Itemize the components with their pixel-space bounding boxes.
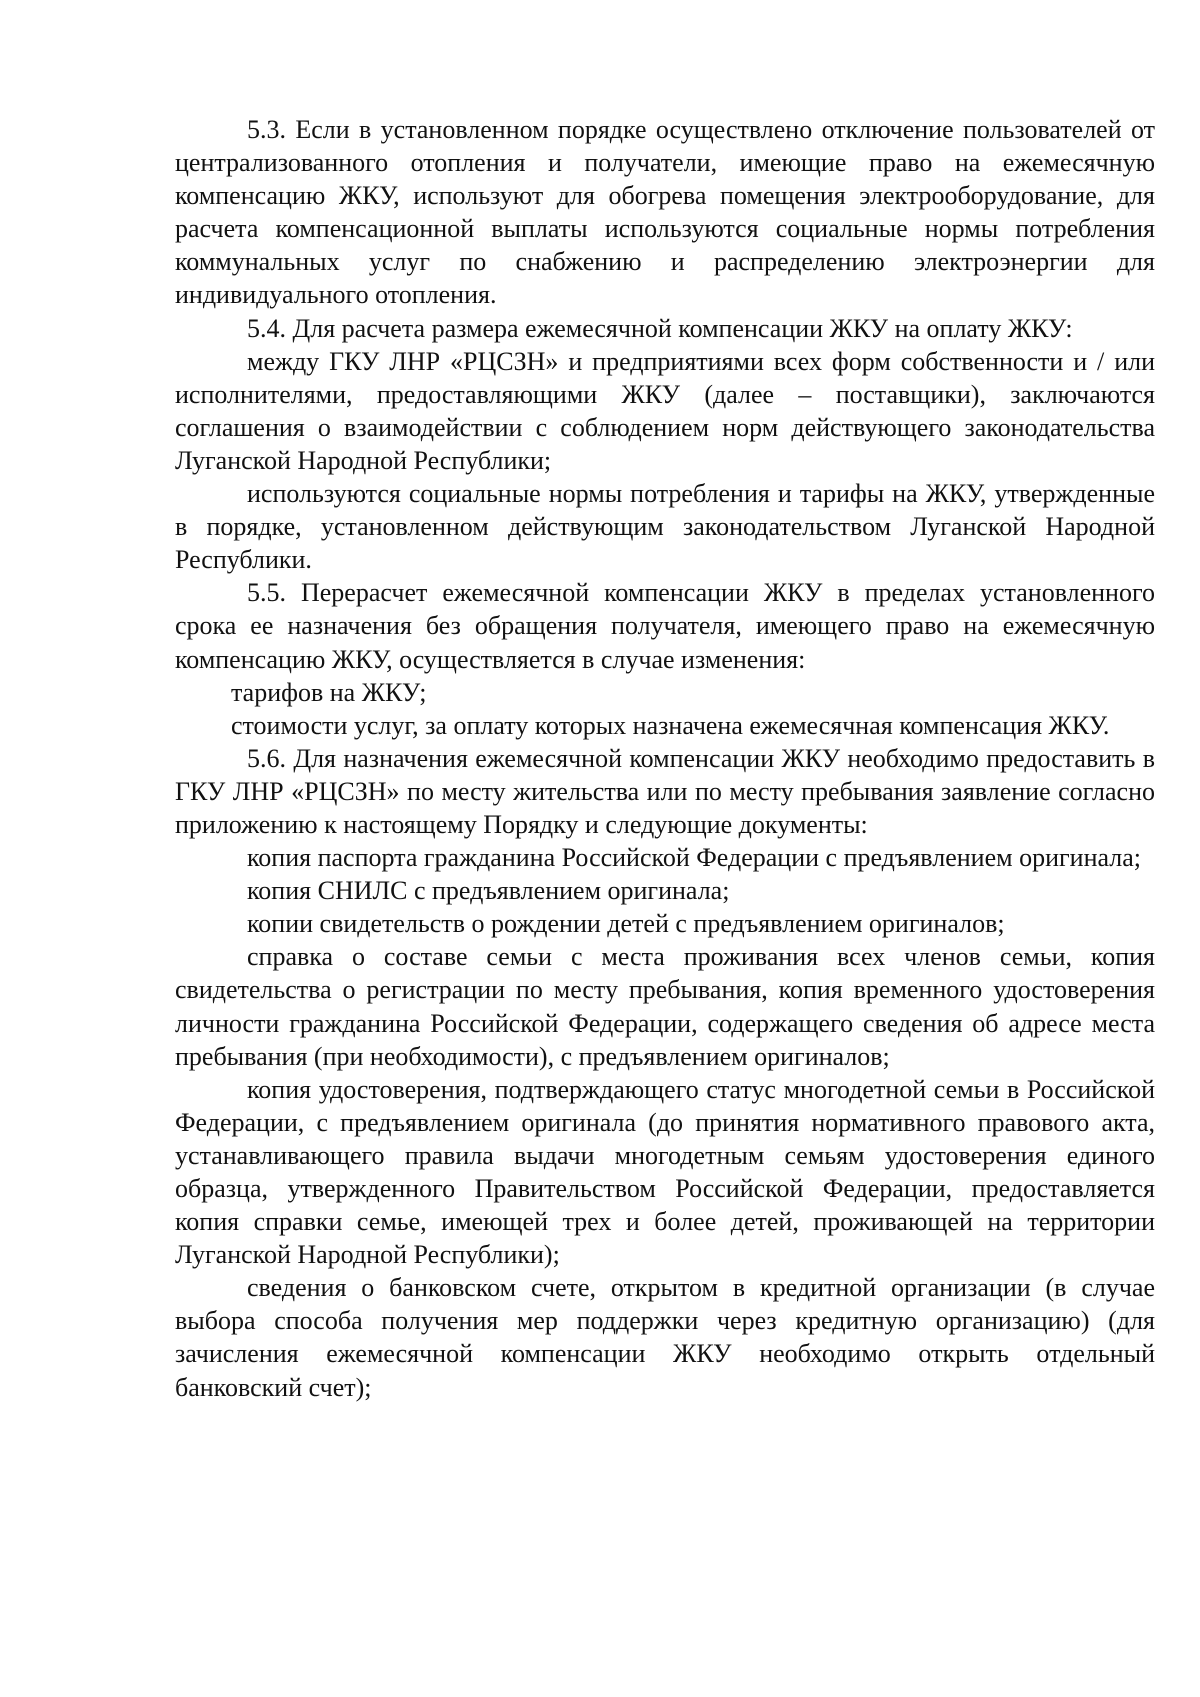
paragraph-family-certificate: справка о составе семьи с места проживания всех членов семьи, копия свидетельства о регистрации по месту пребывания, копия временного удостоверения личности гражданина Российской Федерации, содержащего сведения об адресе места пребывания (при необходимости), с предъявлением оригиналов; (175, 942, 1155, 1071)
paragraph-5-5: 5.5. Перерасчет ежемесячной компенсации ЖКУ в пределах установленного срока ее назначения без обращения получателя, имеющего право на ежемесячную компенсацию ЖКУ, осуществляется в случае изменения: (175, 578, 1155, 674)
paragraph-snils: копия СНИЛС с предъявлением оригинала; (247, 876, 730, 906)
paragraph-passport: копия паспорта гражданина Российской Федерации с предъявлением оригинала; (247, 843, 1141, 873)
paragraph-service-cost: стоимости услуг, за оплату которых назначена ежемесячная компенсация ЖКУ. (231, 710, 1110, 740)
paragraph-agreements: между ГКУ ЛНР «РЦСЗН» и предприятиями всех форм собственности и / или исполнителями, предоставляющими ЖКУ (далее – поставщики), заключаются соглашения о взаимодействии с соблюдением норм действующего законодательства Луганской Народной Республики; (175, 346, 1155, 475)
paragraph-large-family-id: копия удостоверения, подтверждающего статус многодетной семьи в Российской Федерации, с предъявлением оригинала (до принятия нормативного правового акта, устанавливающего правила выдачи многодетным семьям удостоверения единого образца, утвержденного Правительством Российской Федерации, предоставляется копия справки семье, имеющей трех и более детей, проживающей на территории Луганской Народной Республики); (175, 1074, 1155, 1270)
paragraph-bank-account: сведения о банковском счете, открытом в кредитной организации (в случае выбора способа получения мер поддержки через кредитную организацию) (для зачисления ежемесячной компенсации ЖКУ необходимо открыть отдельный банковский счет); (175, 1273, 1155, 1402)
paragraph-tariffs: тарифов на ЖКУ; (231, 677, 427, 707)
paragraph-5-3: 5.3. Если в установленном порядке осуществлено отключение пользователей от централизованного отопления и получатели, имеющие право на ежемесячную компенсацию ЖКУ, используют для обогрева помещения электрооборудование, для расчета компенсационной выплаты используются социальные нормы потребления коммунальных услуг по снабжению и распределению электроэнергии для индивидуального отопления. (175, 115, 1155, 310)
paragraph-5-4: 5.4. Для расчета размера ежемесячной компенсации ЖКУ на оплату ЖКУ: (247, 313, 1073, 343)
document-page (175, 113, 1155, 1404)
paragraph-norms: используются социальные нормы потребления и тарифы на ЖКУ, утвержденные в порядке, установленном действующим законодательством Луганской Народной Республики. (175, 479, 1155, 575)
paragraph-birth-certificates: копии свидетельств о рождении детей с предъявлением оригиналов; (247, 909, 1005, 939)
paragraph-5-6: 5.6. Для назначения ежемесячной компенсации ЖКУ необходимо предоставить в ГКУ ЛНР «РЦСЗН» по месту жительства или по месту пребывания заявление согласно приложению к настоящему Порядку и следующие документы: (175, 743, 1155, 839)
